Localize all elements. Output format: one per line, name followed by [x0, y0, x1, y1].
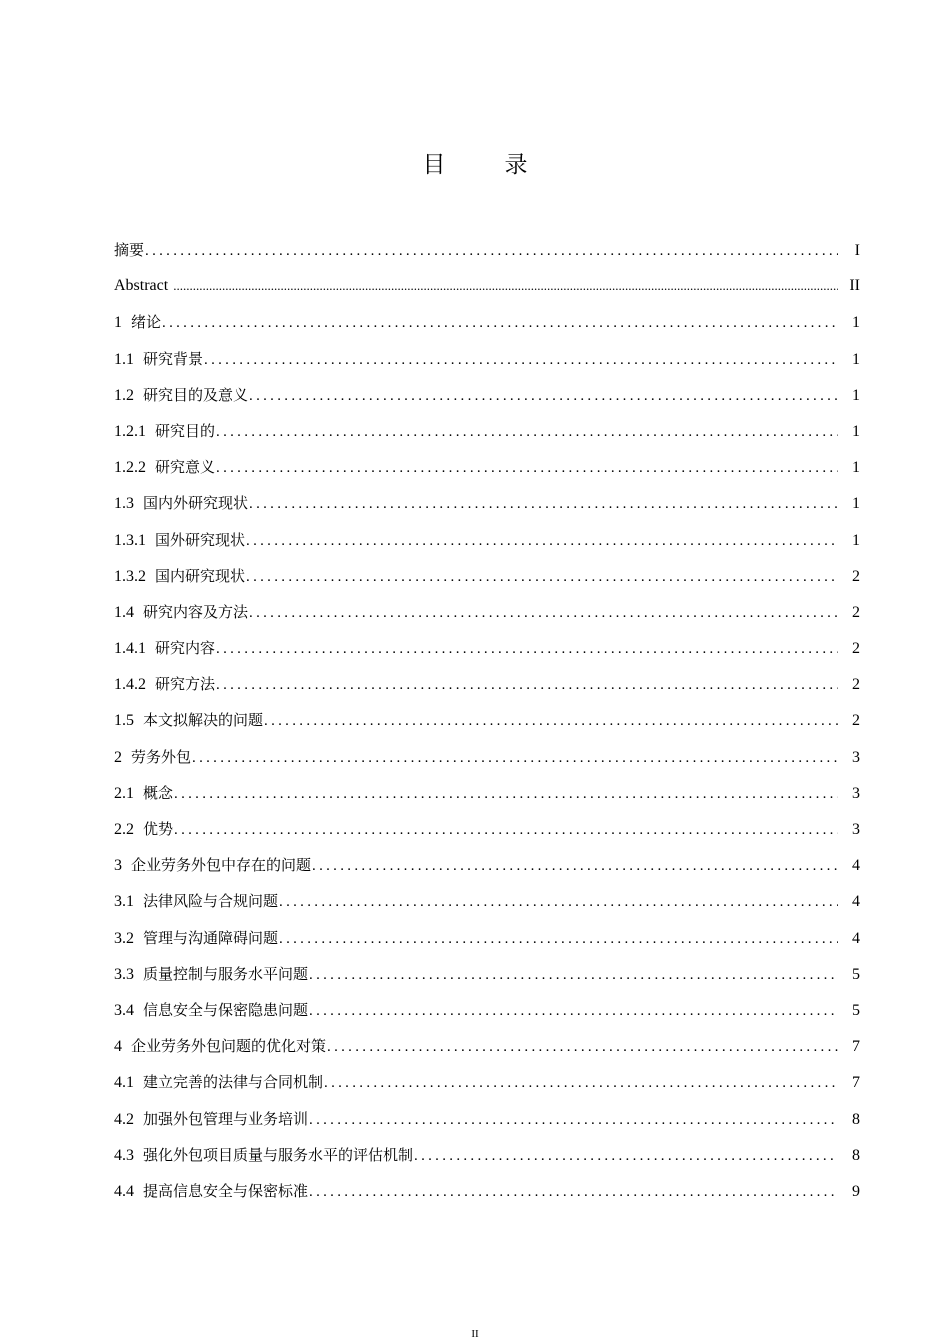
toc-entry-label: 提高信息安全与保密标准 [143, 1181, 309, 1200]
toc-entry[interactable] [114, 996, 860, 1032]
toc-entry-label: 本文拟解决的问题 [143, 711, 264, 730]
toc-entry-label: 研究目的及意义 [143, 385, 249, 404]
toc-entry-number: 3.4 [114, 1001, 134, 1019]
toc-entry-number: 4.1 [114, 1074, 134, 1092]
toc-entry-number: 1.3 [114, 495, 134, 513]
toc-leader-dots [145, 237, 838, 265]
toc-leader-dots [216, 635, 838, 663]
toc-entry-label: 研究内容 [155, 639, 216, 658]
page-title: 目 录 [422, 152, 546, 178]
toc-leader-dots [309, 1106, 838, 1134]
toc-entry-page: 7 [852, 1038, 860, 1056]
toc-entry[interactable] [114, 1105, 860, 1141]
toc-entry-label: 研究意义 [155, 458, 216, 477]
toc-entry-page: 2 [852, 712, 860, 730]
toc-entry-label: 企业劳务外包问题的优化对策 [131, 1037, 327, 1056]
toc-leader-dots [249, 490, 838, 518]
toc-entry-label: 管理与沟通障碍问题 [143, 928, 279, 947]
toc-entry[interactable] [114, 1141, 860, 1177]
toc-entry[interactable] [114, 1177, 860, 1213]
toc-entry-number: 3.3 [114, 965, 134, 983]
toc-entry-label: 国内研究现状 [155, 566, 246, 585]
toc-leader-dots [173, 272, 838, 300]
toc-entry-page: 4 [852, 929, 860, 947]
toc-entry[interactable] [114, 779, 860, 815]
toc-entry-page: 5 [852, 965, 860, 983]
toc-entry[interactable] [114, 598, 860, 634]
toc-entry-number: 3 [114, 857, 122, 875]
toc-entry-number: 1.2.2 [114, 459, 146, 477]
toc-entry[interactable] [114, 1068, 860, 1104]
toc-entry-number: 1.4.1 [114, 640, 146, 658]
toc-leader-dots [216, 418, 838, 446]
toc-leader-dots [312, 852, 838, 880]
toc-entry-label: 优势 [143, 820, 174, 838]
toc-leader-dots [246, 527, 838, 555]
toc-entry-page: 2 [852, 603, 860, 621]
toc-entry-page: 7 [852, 1074, 860, 1092]
toc-entry[interactable] [114, 453, 860, 489]
toc-leader-dots [174, 780, 838, 808]
toc-entry-number: 2.2 [114, 821, 134, 838]
toc-leader-dots [216, 671, 838, 699]
toc-entry-label: Abstract [114, 277, 169, 295]
toc-entry[interactable] [114, 887, 860, 923]
toc-entry-page: 3 [852, 821, 860, 838]
toc-leader-dots [279, 888, 838, 916]
toc-leader-dots [162, 309, 838, 337]
toc-entry-label: 概念 [143, 783, 174, 802]
toc-entry-page: 1 [852, 386, 860, 404]
toc-entry-label: 劳务外包 [131, 747, 192, 766]
toc-entry-number: 4.3 [114, 1146, 134, 1164]
toc-entry-page: 2 [852, 676, 860, 694]
toc-entry-number: 4 [114, 1038, 122, 1056]
toc-entry[interactable] [114, 345, 860, 381]
toc-entry[interactable] [114, 562, 860, 598]
toc-entry-page: 3 [852, 748, 860, 766]
toc-entry-number: 1.5 [114, 712, 134, 730]
toc-leader-dots [414, 1142, 838, 1170]
toc-entry-number: 1.1 [114, 350, 134, 368]
toc-entry-label: 摘要 [114, 241, 145, 259]
toc-leader-dots [324, 1069, 838, 1097]
toc-entry-label: 研究方法 [155, 675, 216, 694]
toc-leader-dots [309, 997, 838, 1025]
toc-leader-dots [204, 346, 838, 374]
toc-entry-page: 4 [852, 857, 860, 875]
page-number: II [471, 1328, 479, 1340]
toc-entry-number: 1.3.2 [114, 567, 146, 585]
toc-leader-dots [174, 816, 838, 844]
toc-entry-label: 国外研究现状 [155, 530, 246, 549]
toc-entry-label: 建立完善的法律与合同机制 [143, 1073, 324, 1092]
toc-entry[interactable] [114, 526, 860, 562]
toc-entry-label: 信息安全与保密隐患问题 [143, 1000, 309, 1019]
toc-leader-dots [279, 925, 838, 953]
toc-entry-number: 4.4 [114, 1182, 134, 1200]
toc-entry-page: 9 [852, 1182, 860, 1200]
toc-entry-page: 1 [852, 350, 860, 368]
toc-entry-label: 研究内容及方法 [143, 602, 249, 621]
toc-entry-page: I [854, 242, 860, 259]
toc-leader-dots [309, 961, 838, 989]
toc-entry-label: 国内外研究现状 [143, 494, 249, 513]
toc-entry-label: 加强外包管理与业务培训 [143, 1109, 309, 1128]
toc-entry[interactable] [114, 417, 860, 453]
toc-entry-label: 质量控制与服务水平问题 [143, 964, 309, 983]
toc-entry-page: 1 [852, 459, 860, 477]
toc-entry-page: 8 [852, 1110, 860, 1128]
toc-entry-number: 1.2.1 [114, 422, 146, 440]
toc-leader-dots [309, 1178, 838, 1206]
toc-entry[interactable] [114, 670, 860, 706]
toc-entry-number: 2 [114, 748, 122, 766]
toc-entry-page: 1 [852, 495, 860, 513]
toc-entry-page: 4 [852, 893, 860, 911]
toc-entry[interactable] [114, 1032, 860, 1068]
table-of-contents [114, 236, 860, 1213]
toc-entry-label: 研究目的 [155, 421, 216, 440]
toc-entry-page: 8 [852, 1146, 860, 1164]
toc-entry-label: 法律风险与合规问题 [143, 892, 279, 911]
toc-entry[interactable] [114, 634, 860, 670]
toc-entry-number: 1.2 [114, 386, 134, 404]
toc-entry-number: 3.2 [114, 929, 134, 947]
toc-entry[interactable] [114, 960, 860, 996]
toc-entry[interactable] [114, 706, 860, 742]
toc-entry-abstract-cn[interactable] [114, 236, 860, 272]
toc-entry[interactable] [114, 924, 860, 960]
toc-entry-label: 强化外包项目质量与服务水平的评估机制 [143, 1145, 414, 1164]
toc-entry-number: 4.2 [114, 1110, 134, 1128]
toc-entry-page: 2 [852, 640, 860, 658]
toc-entry[interactable] [114, 743, 860, 779]
toc-leader-dots [246, 563, 838, 591]
toc-leader-dots [264, 707, 838, 735]
toc-entry[interactable] [114, 308, 860, 344]
toc-entry[interactable] [114, 815, 860, 851]
toc-leader-dots [249, 382, 838, 410]
toc-entry-number: 1.4 [114, 603, 134, 621]
toc-entry-number: 1 [114, 314, 122, 332]
toc-entry-page: 1 [852, 422, 860, 440]
toc-entry-number: 2.1 [114, 784, 134, 802]
toc-entry-abstract-en[interactable] [114, 272, 860, 308]
toc-entry-label: 绪论 [131, 313, 162, 332]
toc-leader-dots [192, 744, 838, 772]
toc-entry[interactable] [114, 489, 860, 525]
toc-entry-page: 2 [852, 567, 860, 585]
toc-entry-page: II [849, 277, 860, 295]
toc-entry-page: 1 [852, 531, 860, 549]
toc-entry-label: 研究背景 [143, 349, 204, 368]
toc-leader-dots [327, 1033, 838, 1061]
toc-entry-label: 企业劳务外包中存在的问题 [131, 856, 312, 875]
toc-entry[interactable] [114, 851, 860, 887]
toc-entry-page: 1 [852, 314, 860, 332]
toc-entry-page: 5 [852, 1001, 860, 1019]
toc-leader-dots [216, 454, 838, 482]
toc-entry-number: 3.1 [114, 893, 134, 911]
toc-entry[interactable] [114, 381, 860, 417]
toc-entry-number: 1.4.2 [114, 676, 146, 694]
toc-entry-page: 3 [852, 784, 860, 802]
toc-entry-number: 1.3.1 [114, 531, 146, 549]
toc-leader-dots [249, 599, 838, 627]
